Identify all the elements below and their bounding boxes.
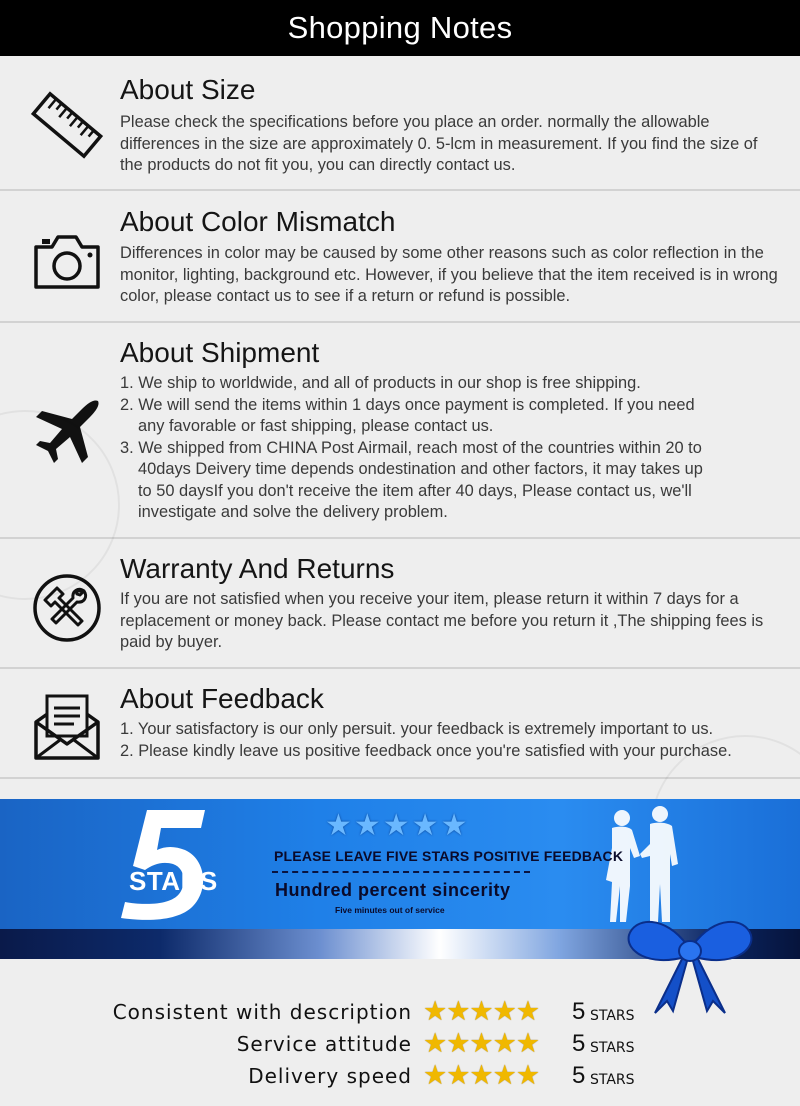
- section-about-size: [0, 58, 800, 191]
- section-line: 2. We will send the items within 1 days once payment is completed. If you need: [120, 395, 695, 414]
- rating-unit: STARS: [590, 1008, 635, 1024]
- ruler-icon: [30, 88, 104, 162]
- section-body: [120, 243, 780, 308]
- section-title: About Size: [120, 74, 256, 105]
- rating-value: 5: [572, 998, 586, 1025]
- rating-unit: STARS: [590, 1072, 635, 1088]
- rating-value: 5: [572, 1030, 586, 1057]
- rating-value: 5: [572, 1062, 586, 1089]
- section-title: About Feedback: [120, 683, 324, 714]
- section-warranty: [0, 541, 800, 669]
- tools-icon: [30, 571, 104, 645]
- section-body: [120, 373, 780, 524]
- rating-stars: ★★★★★: [423, 996, 540, 1026]
- rating-label: Consistent with description: [112, 1000, 412, 1024]
- page-title: Shopping Notes: [287, 10, 513, 45]
- section-line: 40days Deivery time depends ondestination and other factors, it may takes up: [138, 460, 703, 478]
- section-line: to 50 daysIf you don't receive the item after 40 days, Please contact us, we'll: [138, 481, 692, 500]
- banner-stars: ★★★★★: [325, 809, 470, 842]
- rating-label: Delivery speed: [248, 1064, 412, 1088]
- banner-service: Five minutes out of service: [335, 905, 445, 915]
- envelope-icon: [30, 688, 104, 762]
- banner-leave-text: PLEASE LEAVE FIVE STARS POSITIVE FEEDBACK: [274, 848, 624, 864]
- section-feedback: [0, 671, 800, 779]
- section-text: If you are not satisfied when you receive your item, please return it within 7 days for a replacement or money back. Please contact me before you return it ,The shipping fees is paid by buyer.: [120, 590, 764, 651]
- section-line: investigate and solve the delivery problem.: [138, 503, 448, 521]
- section-text: Please check the specifications before you place an order. normally the allowable differences in the size are approximately 0. 5-lcm in measurement. If you find the size of the products do not fit you, you can directly contact us.: [120, 113, 758, 174]
- rating-stars: ★★★★★: [423, 1060, 540, 1090]
- section-title: About Shipment: [120, 337, 320, 368]
- section-about-color: [0, 193, 800, 323]
- rating-row: [0, 996, 800, 1026]
- section-text: Differences in color may be caused by some other reasons such as color reflection in the monitor, lighting, background etc. However, if you believe that the item received is in wrong color, please contact us to see if a return or refund is possible.: [120, 244, 778, 305]
- section-line: 2. Please kindly leave us positive feedback once you're satisfied with your purchase.: [120, 741, 732, 760]
- airplane-icon: [30, 395, 104, 469]
- camera-icon: [30, 225, 104, 299]
- rating-unit: STARS: [590, 1040, 635, 1056]
- banner-stars-word: STARS: [129, 866, 218, 896]
- section-title: About Color Mismatch: [120, 206, 396, 237]
- rating-row: [0, 1028, 800, 1058]
- rating-label: Service attitude: [236, 1032, 412, 1056]
- five-logo-icon: [115, 806, 215, 922]
- banner-divider: [272, 871, 530, 873]
- rating-row: [0, 1060, 800, 1090]
- section-title: Warranty And Returns: [120, 553, 395, 584]
- banner-sincerity: Hundred percent sincerity: [275, 880, 511, 900]
- page-header: [0, 0, 800, 56]
- section-line: 1. Your satisfactory is our only persuit. your feedback is extremely important to us.: [120, 720, 714, 738]
- section-line: 3. We shipped from CHINA Post Airmail, reach most of the countries within 20 to: [120, 438, 702, 457]
- section-about-shipment: [0, 325, 800, 539]
- section-body: [120, 112, 780, 177]
- section-body: [120, 589, 780, 654]
- section-line: any favorable or fast shipping, please contact us.: [138, 417, 494, 435]
- section-body: [120, 719, 780, 762]
- rating-stars: ★★★★★: [423, 1028, 540, 1058]
- section-line: 1. We ship to worldwide, and all of products in our shop is free shipping.: [120, 374, 641, 392]
